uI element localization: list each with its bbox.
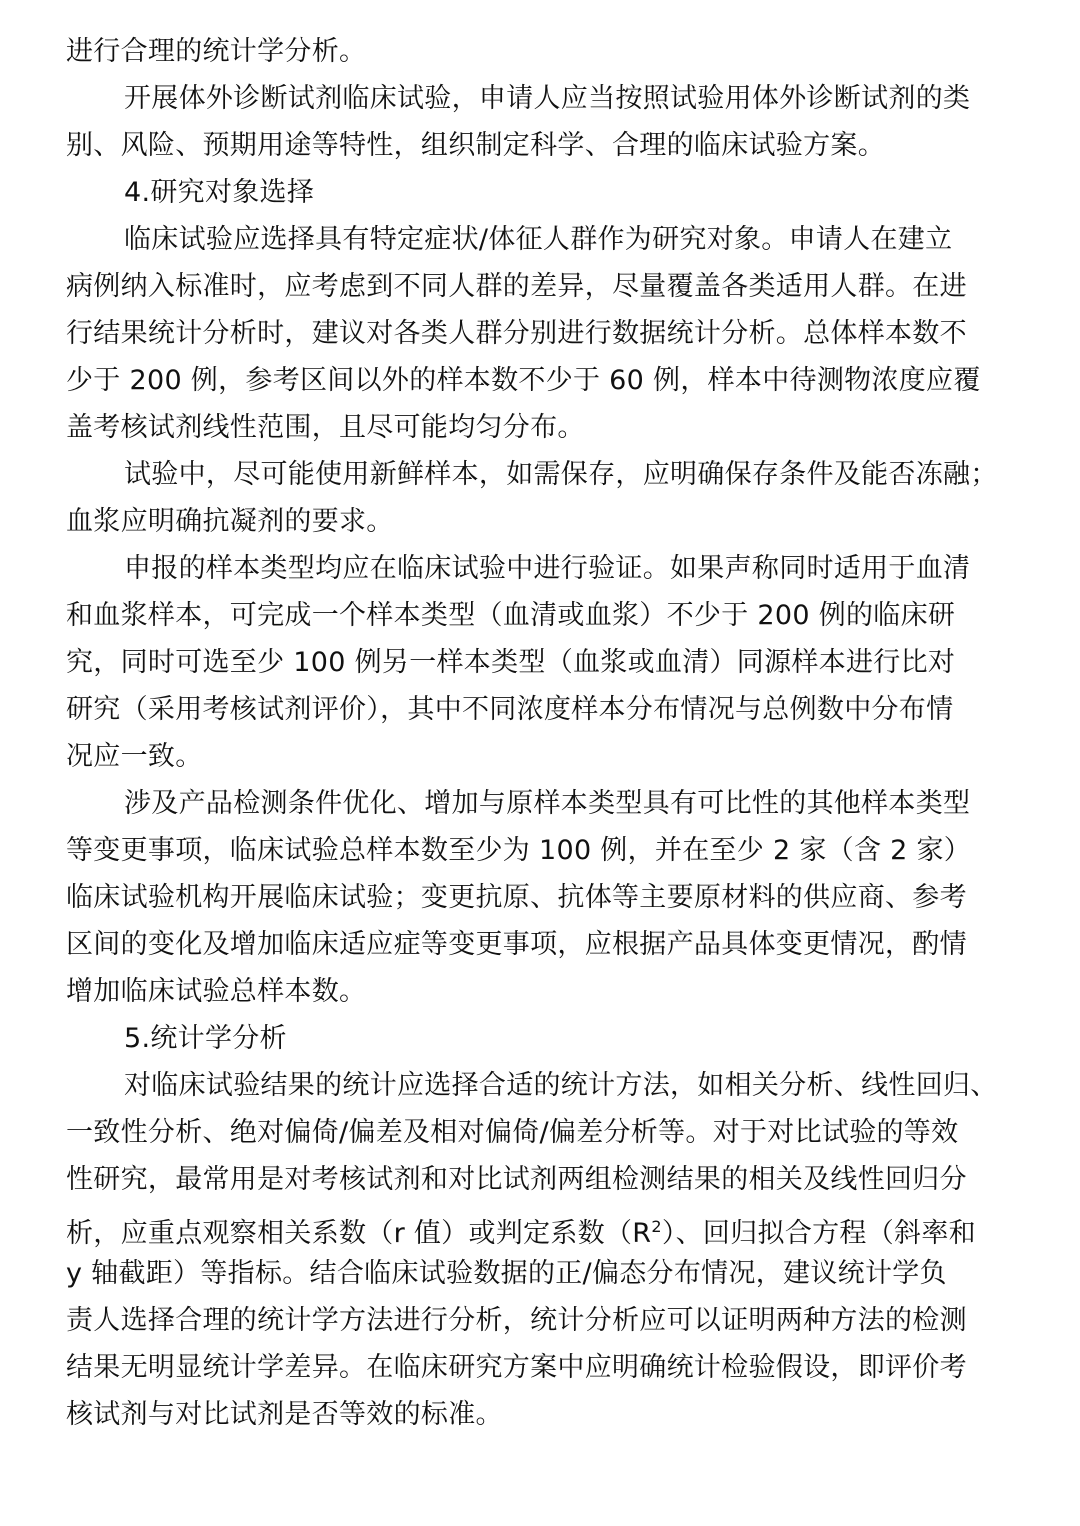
text-line: 性研究，最常用是对考核试剂和对比试剂两组检测结果的相关及线性回归分 (66, 1164, 967, 1195)
text-line: 4.研究对象选择 (124, 177, 315, 208)
text-line: 对临床试验结果的统计应选择合适的统计方法，如相关分析、线性回归、 (124, 1070, 998, 1101)
text-line: 试验中，尽可能使用新鲜样本，如需保存，应明确保存条件及能否冻融； (124, 459, 998, 490)
text-line: 一致性分析、绝对偏倚/偏差及相对偏倚/偏差分析等。对于对比试验的等效 (66, 1117, 959, 1148)
text-line: 增加临床试验总样本数。 (66, 976, 367, 1007)
text-line: 血浆应明确抗凝剂的要求。 (66, 506, 394, 537)
text-line: 临床试验应选择具有特定症状/体征人群作为研究对象。申请人在建立 (124, 224, 953, 255)
text-line: 研究（采用考核试剂评价），其中不同浓度样本分布情况与总例数中分布情 (66, 694, 954, 725)
text-line: 进行合理的统计学分析。 (66, 36, 367, 67)
text-line: 开展体外诊断试剂临床试验，申请人应当按照试验用体外诊断试剂的类 (124, 83, 971, 114)
text-line: 区间的变化及增加临床适应症等变更事项，应根据产品具体变更情况，酌情 (66, 929, 967, 960)
text-line: 5.统计学分析 (124, 1023, 287, 1054)
text-line: 等变更事项，临床试验总样本数至少为 100 例，并在至少 2 家（含 2 家） (66, 835, 972, 866)
text-line: 和血浆样本，可完成一个样本类型（血清或血浆）不少于 200 例的临床研 (66, 600, 956, 631)
document-body-end (66, 1250, 1014, 1438)
text-line: 申报的样本类型均应在临床试验中进行验证。如果声称同时适用于血清 (124, 553, 971, 584)
text-line: y 轴截距）等指标。结合临床试验数据的正/偏态分布情况，建议统计学负 (66, 1258, 947, 1289)
text-line: 况应一致。 (66, 741, 203, 772)
text-line: 结果无明显统计学差异。在临床研究方案中应明确统计检验假设，即评价考 (66, 1352, 967, 1383)
text-line: 少于 200 例，参考区间以外的样本数不少于 60 例，样本中待测物浓度应覆 (66, 365, 981, 396)
text-line: 核试剂与对比试剂是否等效的标准。 (66, 1399, 503, 1430)
text-line: 盖考核试剂线性范围，且尽可能均匀分布。 (66, 412, 585, 443)
text-line: 责人选择合理的统计学方法进行分析，统计分析应可以证明两种方法的检测 (66, 1305, 967, 1336)
r2-superscript: 2 (651, 1217, 662, 1236)
text-line: 涉及产品检测条件优化、增加与原样本类型具有可比性的其他样本类型 (124, 788, 971, 819)
text-line: 究，同时可选至少 100 例另一样本类型（血浆或血清）同源样本进行比对 (66, 647, 956, 678)
text-line: 临床试验机构开展临床试验；变更抗原、抗体等主要原材料的供应商、参考 (66, 882, 967, 913)
text-line: 行结果统计分析时，建议对各类人群分别进行数据统计分析。总体样本数不 (66, 318, 967, 349)
text-line: 别、风险、预期用途等特性，组织制定科学、合理的临床试验方案。 (66, 130, 885, 161)
r2-line-before: 析，应重点观察相关系数（r 值）或判定系数（R (66, 1218, 652, 1249)
r2-line-after: ）、回归拟合方程（斜率和 (661, 1218, 976, 1249)
text-line: 病例纳入标准时，应考虑到不同人群的差异，尽量覆盖各类适用人群。在进 (66, 271, 967, 302)
text-line-r2 (66, 1203, 1014, 1250)
document-body (66, 28, 1014, 1203)
